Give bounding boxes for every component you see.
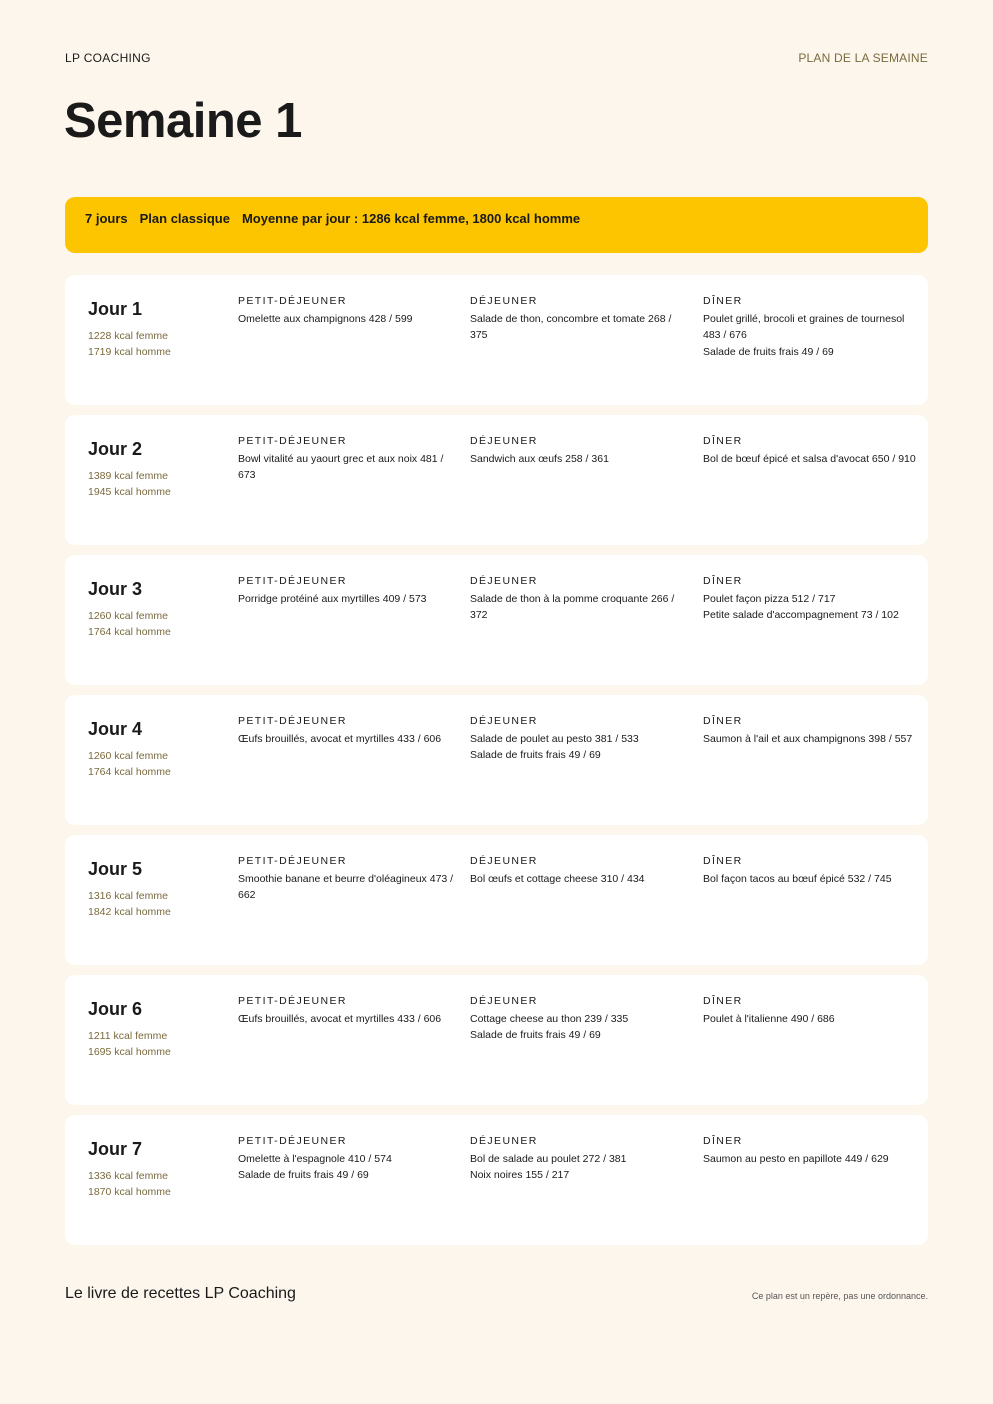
meal-label: PETIT-DÉJEUNER bbox=[238, 575, 347, 587]
meal-label: DÎNER bbox=[703, 295, 743, 307]
day-card bbox=[65, 835, 928, 965]
meal-label: DÉJEUNER bbox=[470, 855, 538, 867]
day-kcal-femme: 1211 kcal femme bbox=[88, 1030, 168, 1042]
meal-label: PETIT-DÉJEUNER bbox=[238, 995, 347, 1007]
meal-breakfast bbox=[238, 435, 456, 484]
meal-lunch bbox=[470, 715, 688, 764]
day-title: Jour 1 bbox=[88, 299, 143, 319]
meal-item: Poulet grillé, brocoli et graines de tournesol 483 / 676 bbox=[703, 313, 905, 342]
summary-bar bbox=[65, 197, 928, 253]
day-kcal-homme: 1870 kcal homme bbox=[88, 1185, 171, 1198]
meal-dinner bbox=[703, 715, 921, 747]
day-title: Jour 4 bbox=[88, 719, 143, 739]
meal-item: Petite salade d'accompagnement 73 / 102 bbox=[703, 609, 899, 622]
day-card bbox=[65, 1115, 928, 1245]
meal-label: DÉJEUNER bbox=[470, 575, 538, 587]
day-kcal-homme: 1842 kcal homme bbox=[88, 905, 171, 918]
meal-breakfast bbox=[238, 855, 456, 904]
meal-item: Cottage cheese au thon 239 / 335 bbox=[470, 1013, 629, 1025]
meal-item: Omelette à l'espagnole 410 / 574 bbox=[238, 1153, 392, 1165]
day-header bbox=[88, 579, 228, 640]
meal-label: DÎNER bbox=[703, 575, 743, 587]
meal-label: DÉJEUNER bbox=[470, 1135, 538, 1147]
meal-breakfast bbox=[238, 715, 456, 747]
meal-item: Noix noires 155 / 217 bbox=[470, 1169, 570, 1182]
meal-dinner bbox=[703, 575, 921, 624]
day-kcal-femme: 1228 kcal femme bbox=[88, 330, 168, 342]
day-kcal-femme: 1260 kcal femme bbox=[88, 750, 168, 762]
meal-item: Œufs brouillés, avocat et myrtilles 433 / 606 bbox=[238, 733, 442, 745]
meal-lunch bbox=[470, 995, 688, 1044]
meal-item: Salade de fruits frais 49 / 69 bbox=[238, 1169, 369, 1182]
page-title: Semaine 1 bbox=[64, 94, 302, 148]
meal-item: Œufs brouillés, avocat et myrtilles 433 / 606 bbox=[238, 1013, 442, 1025]
meal-item: Salade de fruits frais 49 / 69 bbox=[703, 345, 834, 358]
day-header bbox=[88, 299, 228, 360]
meal-item: Smoothie banane et beurre d'oléagineux 473 / 662 bbox=[238, 873, 454, 902]
meal-item: Omelette aux champignons 428 / 599 bbox=[238, 313, 413, 325]
meal-breakfast bbox=[238, 575, 456, 607]
day-card bbox=[65, 555, 928, 685]
meal-dinner bbox=[703, 855, 921, 887]
meal-item: Salade de fruits frais 49 / 69 bbox=[470, 749, 601, 762]
day-kcal-homme: 1764 kcal homme bbox=[88, 625, 171, 638]
day-title: Jour 6 bbox=[88, 999, 143, 1019]
summary-average: Moyenne par jour : 1286 kcal femme, 1800 kcal homme bbox=[241, 211, 581, 226]
meal-item: Bol de salade au poulet 272 / 381 bbox=[470, 1153, 627, 1165]
meal-item: Porridge protéiné aux myrtilles 409 / 573 bbox=[238, 593, 427, 605]
section-label: PLAN DE LA SEMAINE bbox=[798, 51, 928, 65]
day-kcal-homme: 1695 kcal homme bbox=[88, 1045, 171, 1058]
meal-label: PETIT-DÉJEUNER bbox=[238, 295, 347, 307]
day-header bbox=[88, 439, 228, 500]
meal-item: Saumon à l'ail et aux champignons 398 / 557 bbox=[703, 733, 913, 745]
day-kcal-homme: 1945 kcal homme bbox=[88, 485, 171, 498]
day-title: Jour 2 bbox=[88, 439, 143, 459]
day-header bbox=[88, 1139, 228, 1200]
meal-lunch bbox=[470, 435, 688, 467]
meal-item: Salade de poulet au pesto 381 / 533 bbox=[470, 733, 639, 745]
day-kcal-femme: 1336 kcal femme bbox=[88, 1170, 168, 1182]
meal-item: Salade de fruits frais 49 / 69 bbox=[470, 1029, 601, 1042]
meal-item: Bol de bœuf épicé et salsa d'avocat 650 / 910 bbox=[703, 453, 916, 465]
meal-item: Poulet à l'italienne 490 / 686 bbox=[703, 1013, 835, 1025]
meal-dinner bbox=[703, 435, 921, 467]
day-kcal-femme: 1316 kcal femme bbox=[88, 890, 168, 902]
meal-lunch bbox=[470, 855, 688, 887]
footer-disclaimer: Ce plan est un repère, pas une ordonnance. bbox=[751, 1291, 928, 1301]
meal-label: DÉJEUNER bbox=[470, 715, 538, 727]
meal-label: PETIT-DÉJEUNER bbox=[238, 715, 347, 727]
meal-item: Sandwich aux œufs 258 / 361 bbox=[470, 453, 609, 465]
meal-lunch bbox=[470, 575, 688, 624]
meal-label: DÉJEUNER bbox=[470, 995, 538, 1007]
meal-item: Saumon au pesto en papillote 449 / 629 bbox=[703, 1153, 889, 1165]
meal-lunch bbox=[470, 295, 688, 344]
meal-item: Bowl vitalité au yaourt grec et aux noix 481 / 673 bbox=[238, 453, 444, 482]
meal-dinner bbox=[703, 295, 921, 360]
meal-breakfast bbox=[238, 995, 456, 1027]
day-title: Jour 3 bbox=[88, 579, 143, 599]
day-title: Jour 5 bbox=[88, 859, 143, 879]
day-kcal-femme: 1389 kcal femme bbox=[88, 470, 168, 482]
meal-label: DÎNER bbox=[703, 435, 743, 447]
meal-dinner bbox=[703, 995, 921, 1027]
day-title: Jour 7 bbox=[88, 1139, 143, 1159]
day-kcal-femme: 1260 kcal femme bbox=[88, 610, 168, 622]
day-kcal-homme: 1719 kcal homme bbox=[88, 345, 171, 358]
summary-days: 7 jours bbox=[85, 211, 128, 226]
brand-label: LP COACHING bbox=[65, 51, 151, 65]
day-header bbox=[88, 719, 228, 780]
meal-label: DÉJEUNER bbox=[470, 295, 538, 307]
day-header bbox=[88, 999, 228, 1060]
meal-item: Poulet façon pizza 512 / 717 bbox=[703, 593, 836, 605]
day-card bbox=[65, 975, 928, 1105]
meal-dinner bbox=[703, 1135, 921, 1167]
meal-label: DÎNER bbox=[703, 1135, 743, 1147]
day-kcal-homme: 1764 kcal homme bbox=[88, 765, 171, 778]
meal-item: Bol façon tacos au bœuf épicé 532 / 745 bbox=[703, 873, 892, 885]
meal-item: Bol œufs et cottage cheese 310 / 434 bbox=[470, 873, 645, 885]
meal-label: DÉJEUNER bbox=[470, 435, 538, 447]
summary-plan: Plan classique bbox=[139, 211, 230, 226]
footer-book-title: Le livre de recettes LP Coaching bbox=[65, 1285, 296, 1302]
meal-label: PETIT-DÉJEUNER bbox=[238, 435, 347, 447]
day-card bbox=[65, 415, 928, 545]
meal-label: DÎNER bbox=[703, 715, 743, 727]
meal-label: DÎNER bbox=[703, 855, 743, 867]
meal-item: Salade de thon, concombre et tomate 268 / 375 bbox=[470, 313, 672, 342]
meal-breakfast bbox=[238, 295, 456, 327]
day-header bbox=[88, 859, 228, 920]
meal-label: PETIT-DÉJEUNER bbox=[238, 855, 347, 867]
day-card bbox=[65, 695, 928, 825]
meal-item: Salade de thon à la pomme croquante 266 / 372 bbox=[470, 593, 675, 622]
day-card bbox=[65, 275, 928, 405]
meal-label: PETIT-DÉJEUNER bbox=[238, 1135, 347, 1147]
meal-breakfast bbox=[238, 1135, 456, 1184]
meal-lunch bbox=[470, 1135, 688, 1184]
meal-label: DÎNER bbox=[703, 995, 743, 1007]
